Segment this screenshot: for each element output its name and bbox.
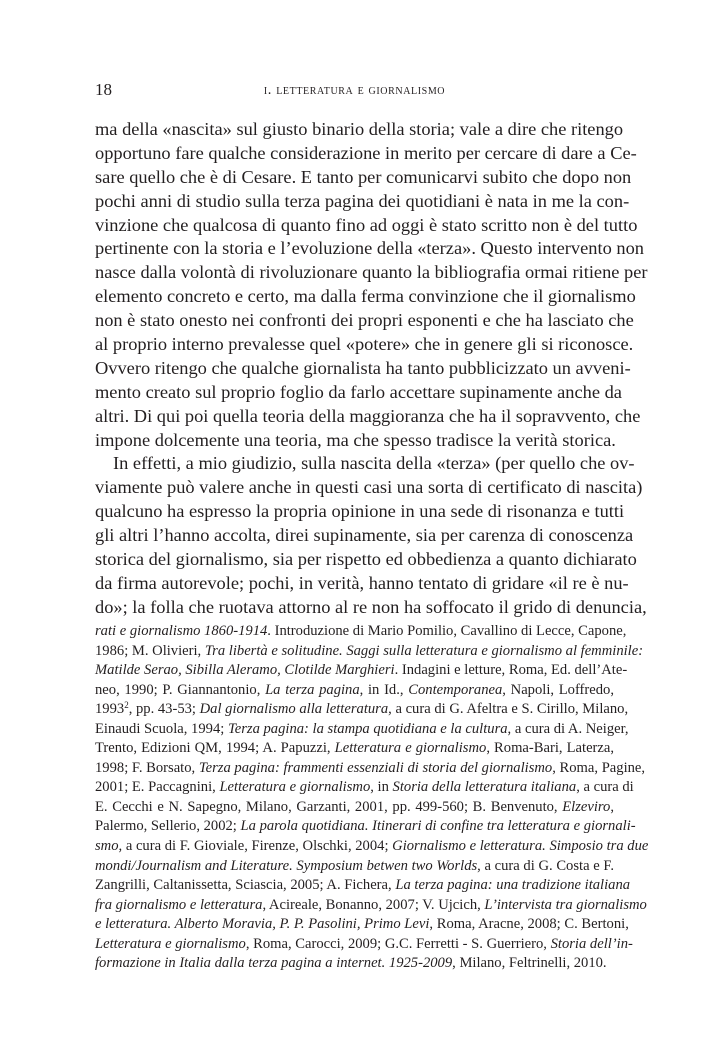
text-line: viamente può valere anche in questi casi una sorta di certificato di nascita)	[95, 477, 643, 498]
italic-title: Dal giornalismo alla letteratura	[199, 701, 389, 718]
text-line: gli altri l’hanno accolta, direi supinamente, sia per carenza di conoscenza	[95, 525, 634, 546]
italic-title: Letteratura e giornalismo	[334, 740, 487, 757]
footnote-text: . Indagini e letture, Roma, Ed. dell’Ate-	[394, 662, 628, 679]
footnote-line	[95, 817, 636, 837]
italic-title: Terza pagina: frammenti essenziali di storia del giornalismo	[198, 759, 553, 776]
footnote-text: , a cura di A. Neiger,	[507, 720, 629, 737]
text-line: pertinente con la storia e l’evoluzione della «terza». Questo intervento non	[95, 238, 644, 259]
text-line: impone dolcemente una teoria, ma che spesso tradisce la verità storica.	[95, 429, 616, 450]
footnote-text: , pp. 43-53;	[128, 701, 200, 718]
footnote-line	[95, 720, 629, 740]
footnote-line	[95, 876, 631, 896]
italic-title: La terza pagina: una tradizione italiana	[395, 877, 631, 894]
italic-title: Tra libertà e solitudine. Saggi sulla letteratura e giornalismo al femminile:	[204, 642, 644, 659]
footnote-text: , Roma-Bari, Laterza,	[486, 740, 615, 757]
page-number: 18	[95, 80, 112, 99]
footnote-text: 2	[124, 700, 129, 711]
footnote-text: , a cura di G. Costa e F.	[477, 857, 614, 874]
footnote-line	[95, 778, 634, 798]
italic-title: smo,	[95, 838, 123, 855]
footnote-line	[95, 642, 644, 662]
footnote-text: Trento, Edizioni QM, 1994; A. Papuzzi,	[95, 740, 335, 757]
footnote-text: 1986; M. Olivieri,	[95, 642, 205, 659]
footnote-text: , Milano, Feltrinelli, 2010.	[452, 955, 607, 972]
italic-title: Giornalismo e letteratura. Simposio tra due	[392, 838, 649, 855]
footnote-text: , in	[370, 779, 393, 796]
footnote-text: neo, 1990; P. Giannantonio,	[95, 681, 266, 698]
footnote-block	[95, 622, 649, 974]
italic-title: Letteratura e giornalismo	[95, 935, 246, 952]
italic-title: L’intervista tra giornalismo	[484, 896, 647, 913]
footnote-line	[95, 681, 614, 701]
footnote-text: , Roma, Aracne, 2008; C. Bertoni,	[429, 916, 629, 933]
text-line: nasce dalla volontà di rivoluzionare quanto la bibliografia ormai ritiene per	[95, 262, 648, 283]
running-head: i. letteratura e giornalismo	[263, 82, 446, 98]
italic-title: fra giornalismo e letteratura	[95, 896, 263, 913]
footnote-line	[95, 622, 627, 642]
main-text	[95, 118, 648, 620]
text-line: pochi anni di studio sulla terza pagina dei quotidiani è nata in me la con-	[95, 190, 630, 211]
footnote-text: 1993	[95, 701, 125, 718]
footnote-text: . Introduzione di Mario Pomilio, Cavallino di Lecce, Capone,	[267, 623, 627, 639]
italic-title: Contemporanea	[408, 681, 503, 698]
text-line: do»; la folla che ruotava attorno al re non ha soffocato il grido di denuncia,	[95, 596, 647, 617]
footnote-text: , a cura di G. Afeltra e S. Cirillo, Milano,	[388, 701, 629, 718]
text-line: elemento concreto e certo, ma dalla ferma convinzione che il giornalismo	[95, 286, 636, 307]
footnote-line	[95, 857, 614, 877]
italic-title: Matilde Serao, Sibilla Aleramo, Clotilde Marghieri	[95, 662, 395, 679]
text-line: Ovvero ritengo che qualche giornalista ha tanto pubblicizzato un avveni-	[95, 357, 631, 378]
footnote-line	[95, 935, 633, 955]
footnote-text: , a cura di	[576, 779, 634, 796]
text-line: da firma autorevole; pochi, in verità, hanno tentato di gridare «il re è nu-	[95, 572, 629, 593]
footnote-line	[95, 798, 614, 818]
italic-title: Letteratura e giornalismo	[219, 779, 371, 796]
footnote-text: , Napoli, Loffredo,	[502, 681, 614, 698]
text-line: qualcuno ha espresso la propria opinione in una sede di risonanza e tutti	[95, 501, 625, 522]
footnote-text: a cura di F. Gioviale, Firenze, Olschki, 2004;	[122, 838, 393, 855]
text-line: sare quello che è di Cesare. E tanto per comunicarvi subito che dopo non	[95, 166, 632, 187]
footnote-text: Zangrilli, Caltanissetta, Sciascia, 2005; A. Fichera,	[95, 877, 396, 894]
italic-title: Terza pagina: la stampa quotidiana e la cultura	[227, 720, 508, 737]
text-line: mento creato sul proprio foglio da farlo accettare supinamente anche da	[95, 381, 622, 402]
text-line: vinzione che qualcosa di quanto fino ad oggi è stato scritto non è del tutto	[95, 214, 638, 235]
footnote-line	[95, 739, 614, 759]
page-header	[95, 80, 614, 102]
footnote-text: 1998; F. Borsato,	[95, 759, 199, 776]
footnote-text: , Roma, Pagine,	[552, 759, 646, 776]
footnote-text: , Roma, Carocci, 2009; G.C. Ferretti - S. Guerriero,	[245, 935, 551, 952]
text-line: non è stato onesto nei confronti dei propri esponenti e che ha lasciato che	[95, 310, 634, 331]
italic-title: Storia della letteratura italiana	[392, 779, 577, 796]
text-line: al proprio interno prevalesse quel «potere» che in genere gli si riconosce.	[95, 334, 634, 355]
footnote-line	[95, 837, 649, 857]
footnote-text: Palermo, Sellerio, 2002;	[95, 818, 241, 835]
italic-title: Elzeviro	[562, 798, 611, 815]
footnote-line	[95, 759, 646, 779]
footnote-line	[95, 896, 647, 916]
text-line: altri. Di qui poi quella teoria della maggioranza che ha il sopravvento, che	[95, 405, 641, 426]
text-line: ma della «nascita» sul giusto binario della storia; vale a dire che ritengo	[95, 119, 624, 139]
footnote-text: , in Id.,	[359, 681, 409, 698]
footnote-text: 2001; E. Paccagnini,	[95, 779, 220, 796]
italic-title: e letteratura. Alberto Moravia, P. P. Pasolini, Primo Levi	[95, 916, 430, 933]
footnote-text: ,	[610, 798, 614, 815]
footnote-line	[95, 700, 629, 720]
footnote-text: E. Cecchi e N. Sapegno, Milano, Garzanti, 2001, pp. 499-560; B. Benvenuto,	[95, 798, 563, 815]
italic-title: formazione in Italia dalla terza pagina a internet. 1925-2009	[95, 955, 453, 972]
italic-title: rati e giornalismo 1860-1914	[95, 623, 268, 639]
footnote-line	[95, 915, 629, 935]
text-line: storica del giornalismo, sia per rispetto ed obbedienza a quanto dichiarato	[95, 549, 637, 570]
text-line: In effetti, a mio giudizio, sulla nascita della «terza» (per quello che ov-	[113, 453, 635, 474]
italic-title: mondi/Journalism and Literature. Symposium betwen two Worlds	[95, 857, 478, 874]
text-line: opportuno fare qualche considerazione in merito per cercare di dare a Ce-	[95, 142, 637, 163]
italic-title: Storia dell’in-	[550, 935, 633, 952]
footnote-line	[95, 954, 614, 974]
footnote-text: , Acireale, Bonanno, 2007; V. Ujcich,	[262, 896, 485, 913]
italic-title: La parola quotidiana. Itinerari di confine tra letteratura e giornali-	[240, 818, 636, 835]
footnote-line	[95, 661, 628, 681]
footnote-text: Einaudi Scuola, 1994;	[95, 720, 228, 737]
italic-title: La terza pagina	[265, 681, 360, 698]
